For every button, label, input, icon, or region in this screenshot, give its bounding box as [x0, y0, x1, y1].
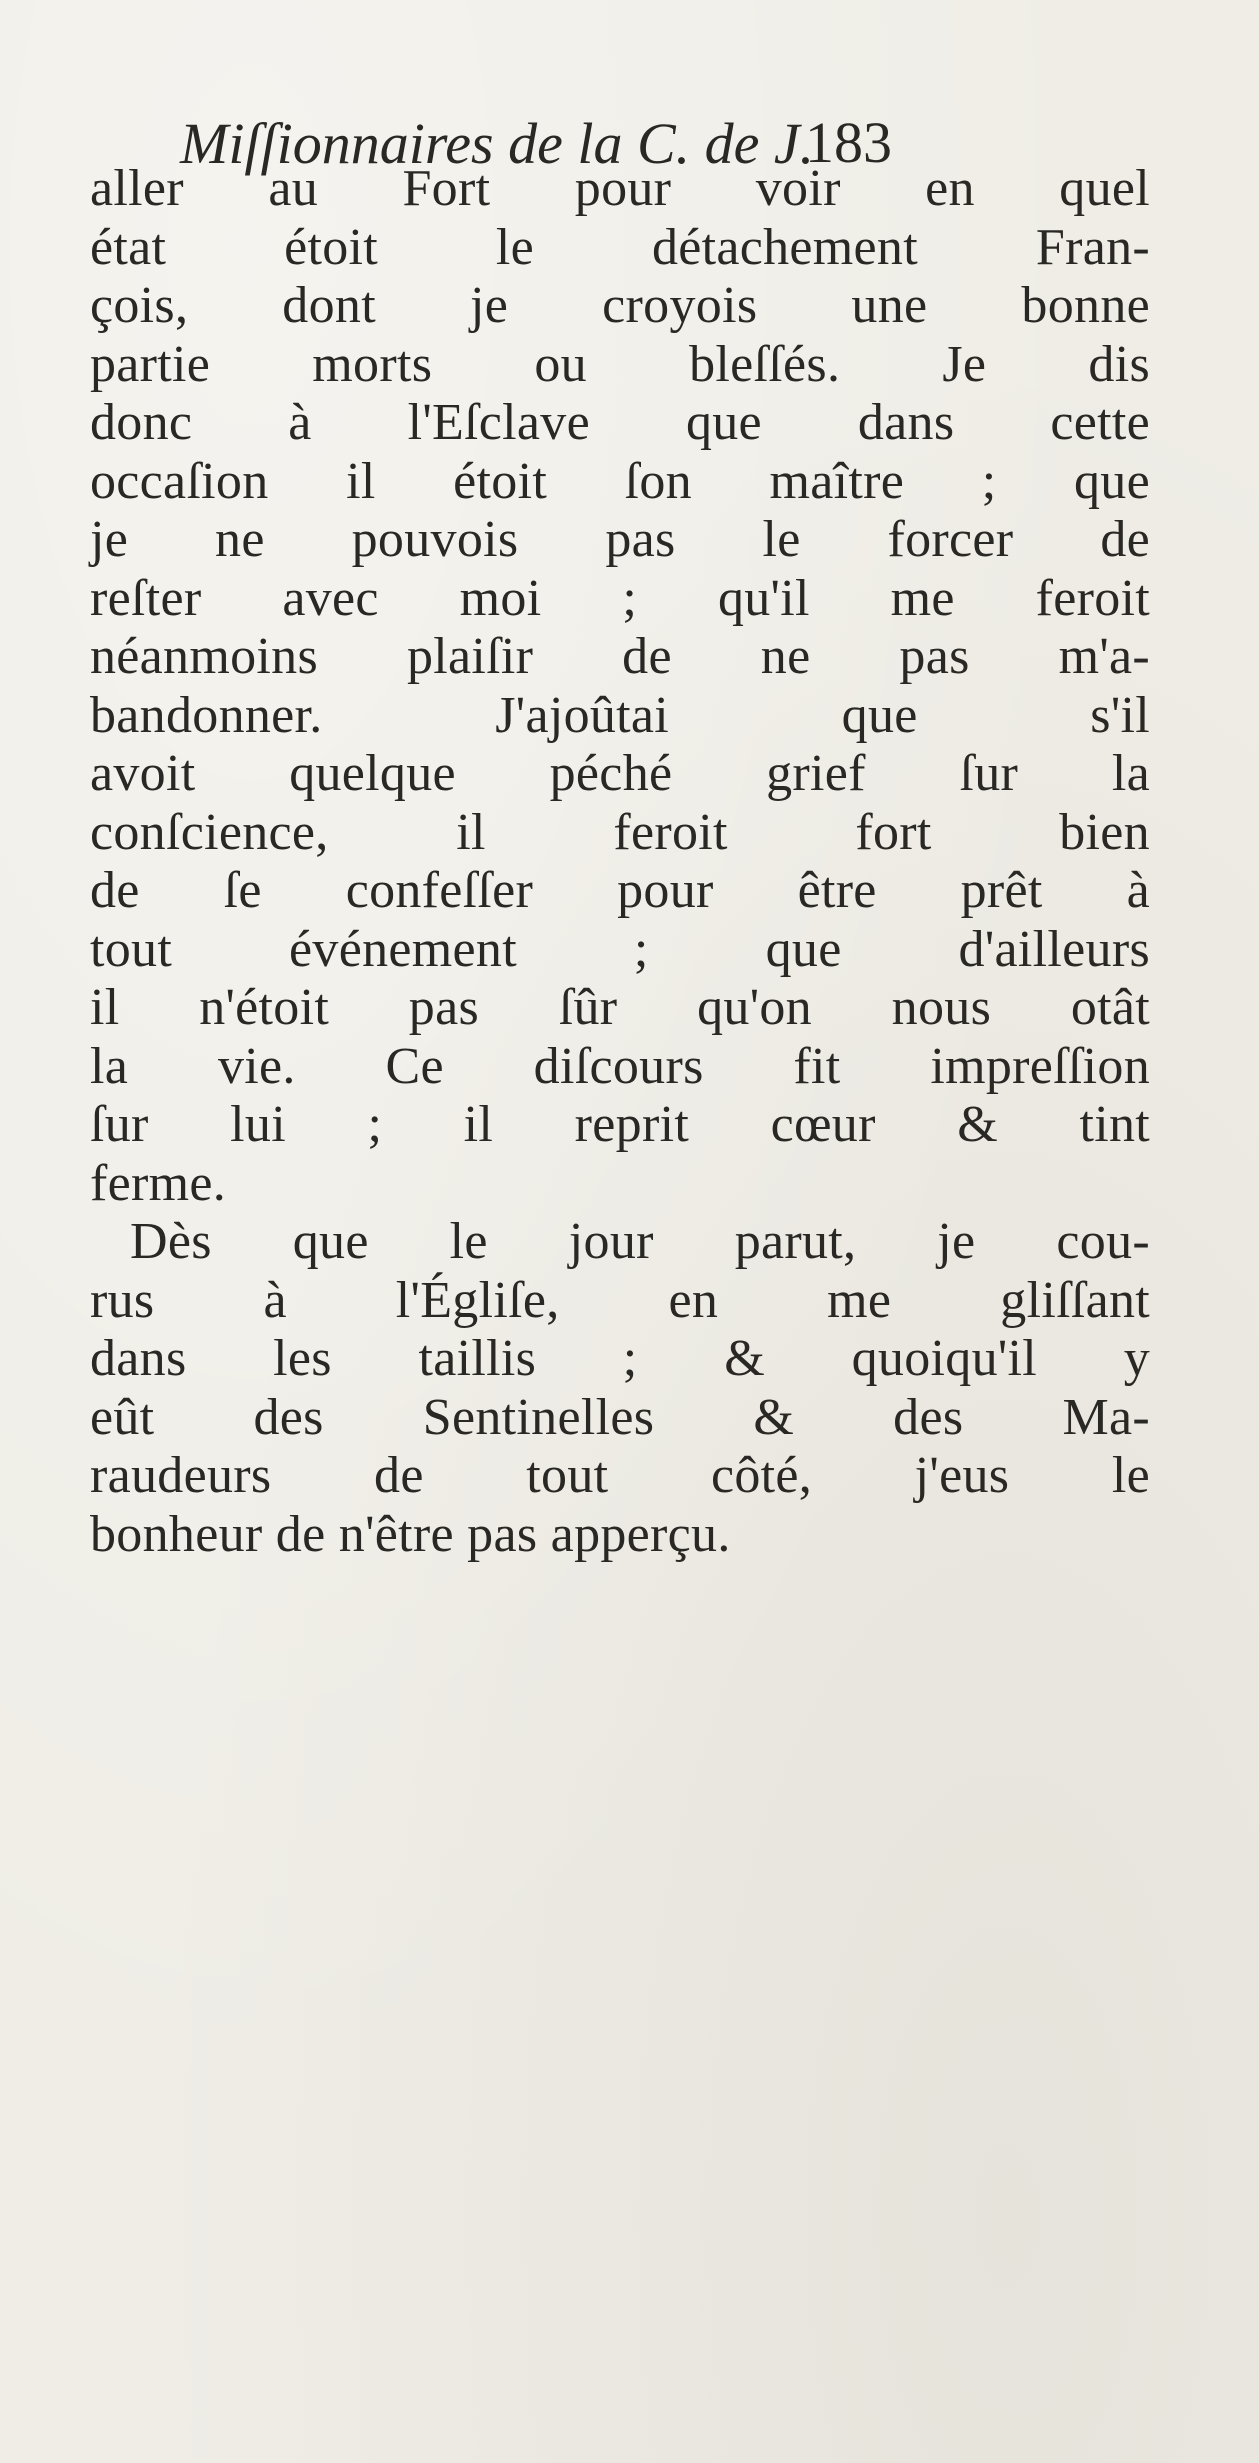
text-line: aller au Fort pour voir en quel [90, 160, 1150, 217]
text-line: conſcience, il feroit fort bien [90, 803, 1150, 861]
text-line: tout événement ; que d'ailleurs [90, 920, 1150, 978]
body-text [90, 160, 1150, 1564]
text-line: dans les taillis ; & quoiqu'il y [90, 1330, 1150, 1387]
text-line: il n'étoit pas ſûr qu'on nous otât [90, 979, 1150, 1036]
text-line: néanmoins plaiſir de ne pas m'a- [90, 628, 1150, 685]
text-line: état étoit le détachement Fran- [90, 218, 1150, 276]
text-line: ſur lui ; il reprit cœur & tint [90, 1096, 1150, 1153]
text-line: rus à l'Égliſe, en me gliſſant [90, 1271, 1150, 1329]
text-line: reſter avec moi ; qu'il me feroit [90, 569, 1150, 627]
text-line: eût des Sentinelles & des Ma- [90, 1388, 1150, 1446]
text-line: bandonner. J'ajoûtai que s'il [90, 686, 1150, 744]
text-line: la vie. Ce diſcours fit impreſſion [90, 1037, 1150, 1095]
page-number: 183 [805, 110, 892, 175]
text-line: occaſion il étoit ſon maître ; que [90, 452, 1150, 510]
text-line: avoit quelque péché grief ſur la [90, 745, 1150, 802]
text-line: partie morts ou bleſſés. Je dis [90, 335, 1150, 393]
text-line: raudeurs de tout côté, j'eus le [90, 1447, 1150, 1504]
running-title: Miſſionnaires de la C. de J. [180, 111, 815, 176]
text-line: Dès que le jour parut, je cou- [130, 1213, 1150, 1270]
text-line: je ne pouvois pas le forcer de [90, 511, 1150, 568]
text-line: bonheur de n'être pas apperçu. [90, 1505, 731, 1563]
text-line: çois, dont je croyois une bonne [90, 277, 1150, 334]
text-line: donc à l'Eſclave que dans cette [90, 394, 1150, 451]
text-line: de ſe confeſſer pour être prêt à [90, 862, 1150, 919]
text-line: ferme. [90, 1154, 227, 1212]
